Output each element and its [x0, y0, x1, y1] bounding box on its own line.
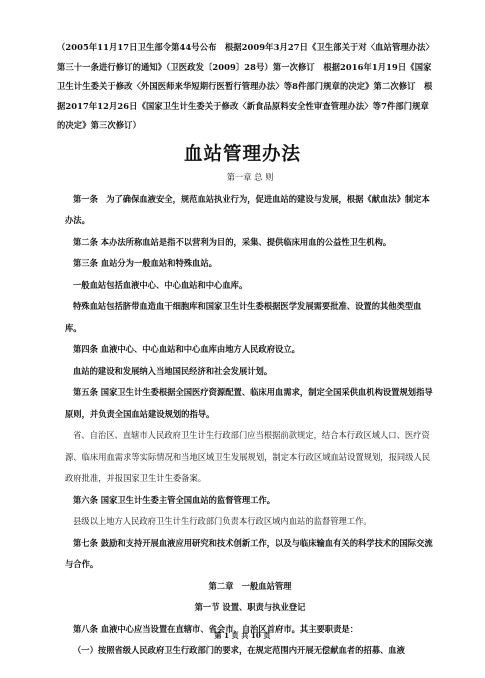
page-number-footer: 第 1 页 共 10 页	[214, 631, 271, 640]
article-paragraph: 县级以上地方人民政府卫生计生行政部门负责本行政区域内血站的监督管理工作。	[73, 516, 372, 526]
article-paragraph: 第六条 国家卫生计生委主管全国血站的监督管理工作。	[73, 494, 276, 505]
document-title: 血站管理办法	[183, 144, 301, 165]
article-paragraph: 第四条 血液中心、中心血站和中心血库由地方人民政府设立。	[73, 344, 300, 354]
article-paragraph: 第五条 国家卫生计生委根据全国医疗资源配置、临床用血需求，制定全国采供血机构设置规划指导原则，并负责全国血站建设规划的指导。	[65, 387, 433, 419]
article-paragraph: （一）按照省级人民政府卫生行政部门的要求，在规定范围内开展无偿献血者的招募、血液	[73, 645, 405, 655]
document-body	[65, 167, 435, 662]
article-paragraph: 特殊血站包括脐带血造血干细胞库和国家卫生计生委根据医学发展需要批准、设置的其他类型血库。	[65, 301, 422, 333]
article-paragraph: 第二条 本办法所称血站是指不以营利为目的，采集、提供临床用血的公益性卫生机构。	[73, 236, 392, 247]
article-paragraph: 省、自治区、直辖市人民政府卫生计生行政部门应当根据前款规定，结合本行政区域人口、医疗资源、临床用血需求等实际情况和当地区域卫生发展规划，制定本行政区域血站设置规划，报同级人民政府批准，并报国家卫生计生委备案。	[65, 430, 431, 483]
article-paragraph: 第一条 为了确保血液安全，规范血站执业行为，促进血站的建设与发展，根据《献血法》制定本办法。	[65, 193, 430, 225]
article-paragraph: 血站的建设和发展纳入当地国民经济和社会发展计划。	[73, 365, 273, 376]
article-paragraph: 第七条 鼓励和支持开展血液应用研究和技术创新工作，以及与临床输血有关的科学技术的国际交流与合作。	[65, 537, 433, 569]
revision-history-note: （2005年11月17日卫生部令第44号公布 根据2009年3月27日《卫生部关于对〈血站管理办法〉第三十一条进行修订的通知》（卫医政发〔2009〕28号）第一次修订 根据2016年1月19日《国家卫生计生委关于修改〈外国医师来华短期行医暂行管理办法〉等8件部门规章的决定》第二次修订 根据2017年12月26日《国家卫生计生委关于修改〈新食品原料安全性审查管理办法〉等7件部门规章的决定》第三次修订）	[57, 42, 434, 130]
article-paragraph: 第八条 血液中心应当设置在直辖市、省会市、自治区首府市。其主要职责是：	[73, 623, 358, 634]
chapter-heading: 第二章 一般血站管理	[208, 580, 292, 591]
article-paragraph: 第三条 血站分为一般血站和特殊血站。	[73, 258, 217, 268]
chapter-heading: 第一章 总 则	[226, 172, 274, 182]
article-paragraph: 一般血站包括血液中心、中心血站和中心血库。	[73, 279, 248, 290]
section-heading: 第一节 设置、职责与执业登记	[194, 602, 306, 612]
